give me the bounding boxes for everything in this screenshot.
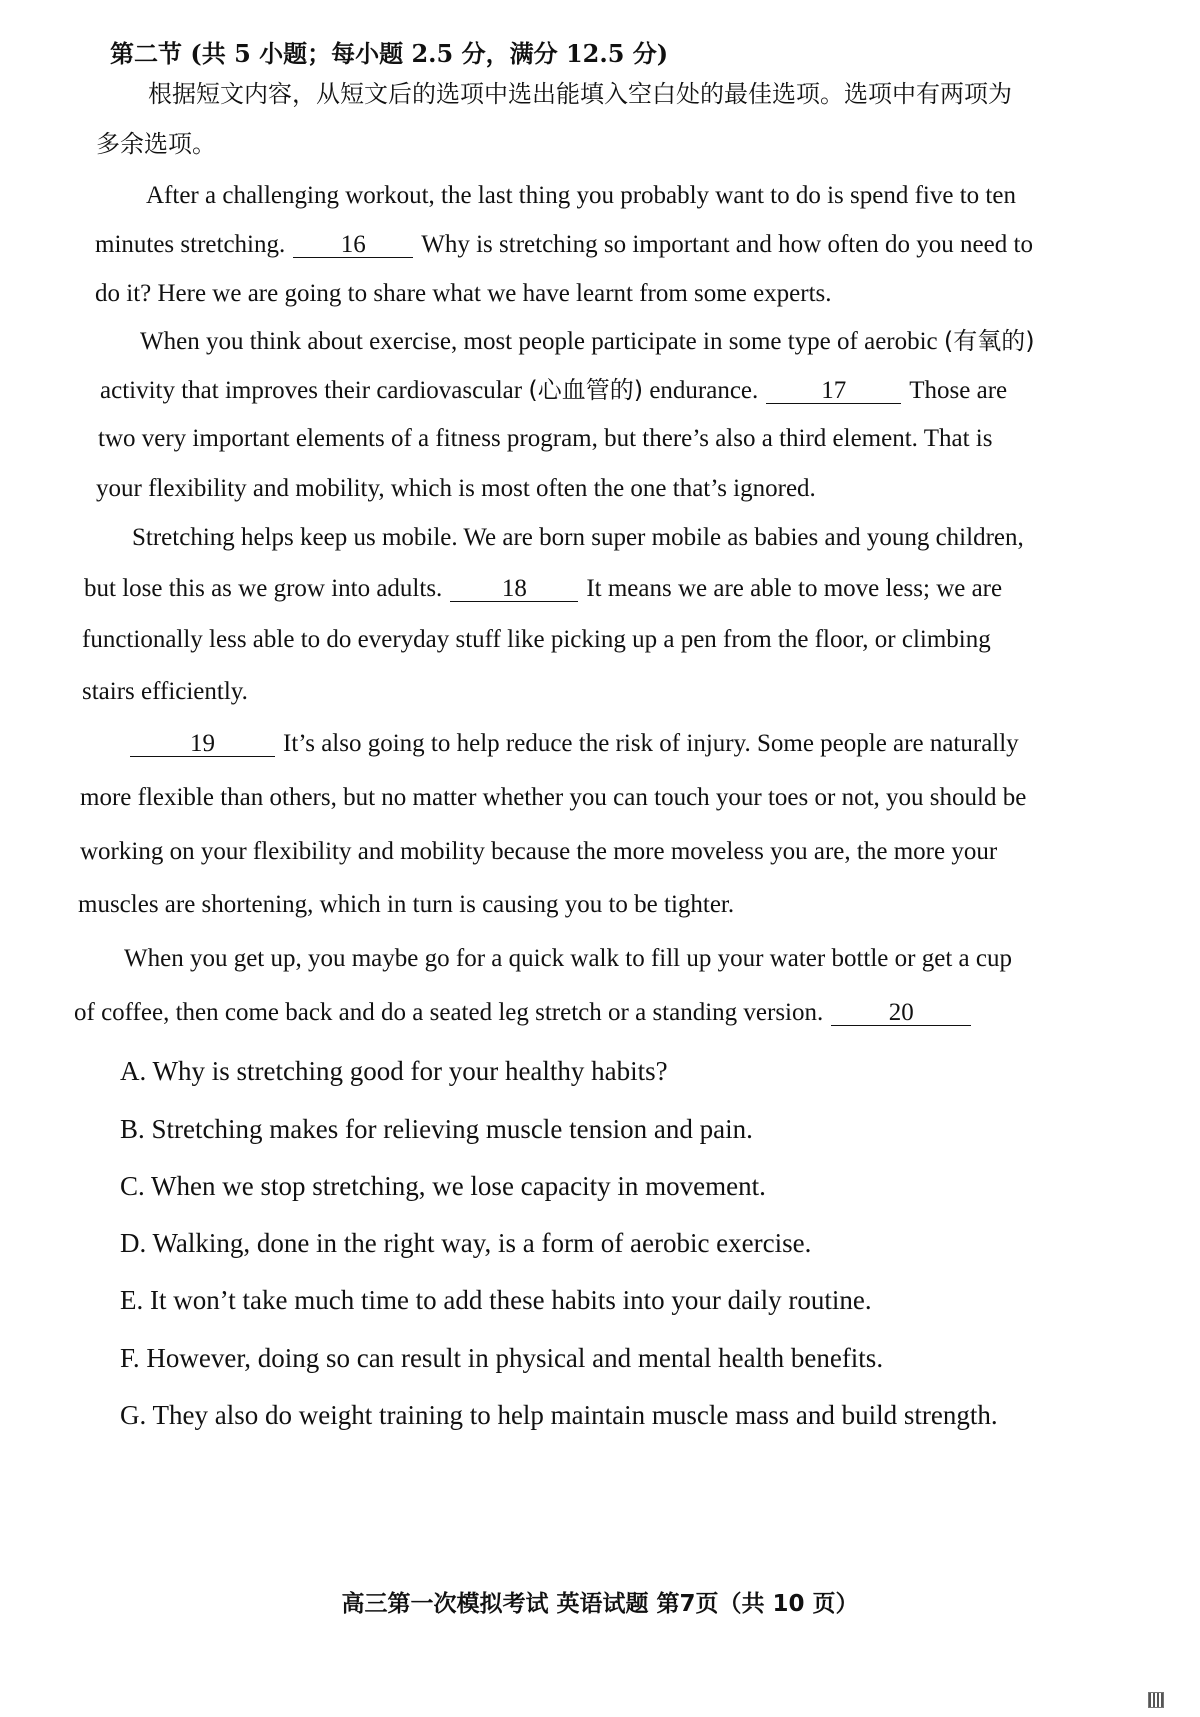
instruction-line-2: 多余选项。	[96, 130, 216, 158]
option-e: E. It won’t take much time to add these habits into your daily routine.	[120, 1285, 872, 1315]
page-footer: 高三第一次模拟考试 英语试题 第7页（共 10 页）	[341, 1591, 859, 1617]
text-segment: Why is stretching so important and how often do you need to	[421, 231, 1033, 258]
paragraph-4-line-4: muscles are shortening, which in turn is causing you to be tighter.	[78, 891, 735, 918]
text-segment: but lose this as we grow into adults.	[84, 575, 443, 602]
text-segment: endurance.	[649, 377, 759, 404]
blank-18: 18	[450, 577, 578, 602]
paragraph-3-line-3: functionally less able to do everyday stuff like picking up a pen from the floor, or climbing	[82, 626, 991, 653]
option-c: C. When we stop stretching, we lose capacity in movement.	[120, 1171, 766, 1201]
text-segment: Those are	[909, 377, 1008, 404]
paragraph-1-line-1: After a challenging workout, the last thing you probably want to do is spend five to ten	[146, 182, 1016, 209]
paragraph-1-line-3: do it? Here we are going to share what we have learnt from some experts.	[95, 280, 832, 307]
instruction-line-1: 根据短文内容，从短文后的选项中选出能填入空白处的最佳选项。选项中有两项为	[148, 80, 1012, 108]
paragraph-2-line-4: your flexibility and mobility, which is most often the one that’s ignored.	[96, 475, 816, 502]
blank-19: 19	[130, 732, 275, 757]
gloss-aerobic: (有氧的)	[943, 327, 1035, 355]
paragraph-5-line-2	[74, 997, 979, 1029]
text-segment: It means we are able to move less; we are	[586, 575, 1003, 602]
text-segment: of coffee, then come back and do a seated leg stretch or a standing version.	[74, 999, 824, 1026]
option-g: G. They also do weight training to help maintain muscle mass and build strength.	[120, 1400, 998, 1430]
paragraph-3-line-4: stairs efficiently.	[82, 678, 248, 705]
paragraph-2-line-2	[100, 374, 1007, 407]
text-segment: minutes stretching.	[95, 231, 286, 258]
paragraph-5-line-1: When you get up, you maybe go for a quick walk to fill up your water bottle or get a cup	[124, 945, 1012, 972]
paragraph-2-line-3: two very important elements of a fitness program, but there’s also a third element. That is	[98, 425, 993, 452]
paragraph-3-line-1: Stretching helps keep us mobile. We are born super mobile as babies and young children,	[132, 524, 1024, 551]
text-segment: activity that improves their cardiovascular	[100, 377, 523, 404]
text-segment: When you think about exercise, most people participate in some type of aerobic	[140, 328, 938, 355]
paragraph-2-line-1	[140, 325, 1035, 358]
option-d: D. Walking, done in the right way, is a form of aerobic exercise.	[120, 1228, 812, 1258]
blank-16: 16	[293, 233, 413, 258]
paragraph-3-line-2	[84, 573, 1002, 605]
paragraph-4-line-2: more flexible than others, but no matter whether you can touch your toes or not, you should be	[80, 784, 1027, 811]
option-a: A. Why is stretching good for your healthy habits?	[120, 1056, 668, 1086]
paragraph-4-line-1	[124, 728, 1019, 760]
blank-20: 20	[831, 1001, 971, 1026]
text-segment: It’s also going to help reduce the risk of injury. Some people are naturally	[283, 730, 1019, 757]
option-b: B. Stretching makes for relieving muscle tension and pain.	[120, 1114, 753, 1144]
option-f: F. However, doing so can result in physical and mental health benefits.	[120, 1343, 884, 1373]
paragraph-4-line-3: working on your flexibility and mobility because the more moveless you are, the more your	[80, 838, 998, 865]
section-title: 第二节 (共 5 小题；每小题 2.5 分，满分 12.5 分)	[110, 39, 669, 68]
blank-17: 17	[766, 379, 901, 404]
gloss-cardiovascular: (心血管的)	[528, 376, 644, 404]
qr-code-icon	[1148, 1692, 1164, 1708]
paragraph-1-line-2	[95, 229, 1033, 261]
